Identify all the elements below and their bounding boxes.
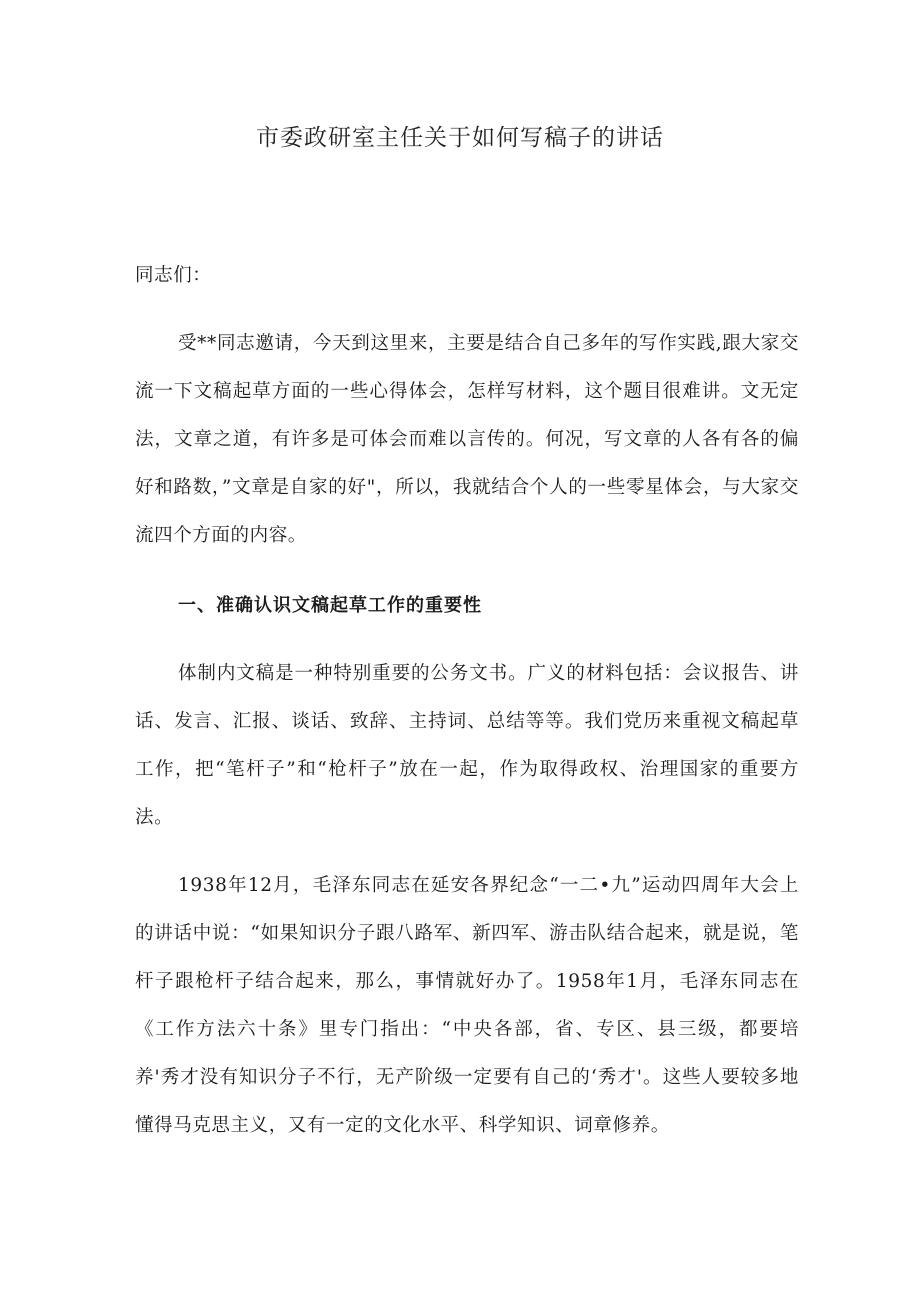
document-title: 市委政研室主任关于如何写稿子的讲话 <box>256 125 664 151</box>
paragraph-document-types: 体制内文稿是一种特别重要的公务文书。广义的材料包括：会议报告、讲话、发言、汇报、谈话、致辞、主持词、总结等等。我们党历来重视文稿起草工作，把“笔杆子”和“枪杆子”放在一起，作为取得政权、治理国家的重要方法。 <box>135 663 799 828</box>
paragraph-history-quote: 1938年12月，毛泽东同志在延安各界纪念“一二•九”运动四周年大会上的讲话中说：“如果知识分子跟八路军、新四军、游击队结合起来，就是说，笔杆子跟枪杆子结合起来，那么，事情就好办了。1958年1月，毛泽东同志在《工作方法六十条》里专门指出：“中央各部，省、专区、县三级，都要培养'秀才没有知识分子不行，无产阶级一定要有自己的‘秀才'。这些人要较多地懂得马克思主义，又有一定的文化水平、科学知识、词章修养。 <box>135 875 799 1136</box>
section-heading-1: 一、准确认识文稿起草工作的重要性 <box>178 595 482 616</box>
paragraph-intro: 受**同志邀请，今天到这里来，主要是结合自己多年的写作实践,跟大家交流一下文稿起草方面的一些心得体会，怎样写材料，这个题目很难讲。文无定法，文章之道，有许多是可体会而难以言传的。何况，写文章的人各有各的偏好和路数，”文章是自家的好"，所以，我就结合个人的一些零星体会，与大家交流四个方面的内容。 <box>135 333 799 546</box>
salutation: 同志们： <box>135 265 212 286</box>
